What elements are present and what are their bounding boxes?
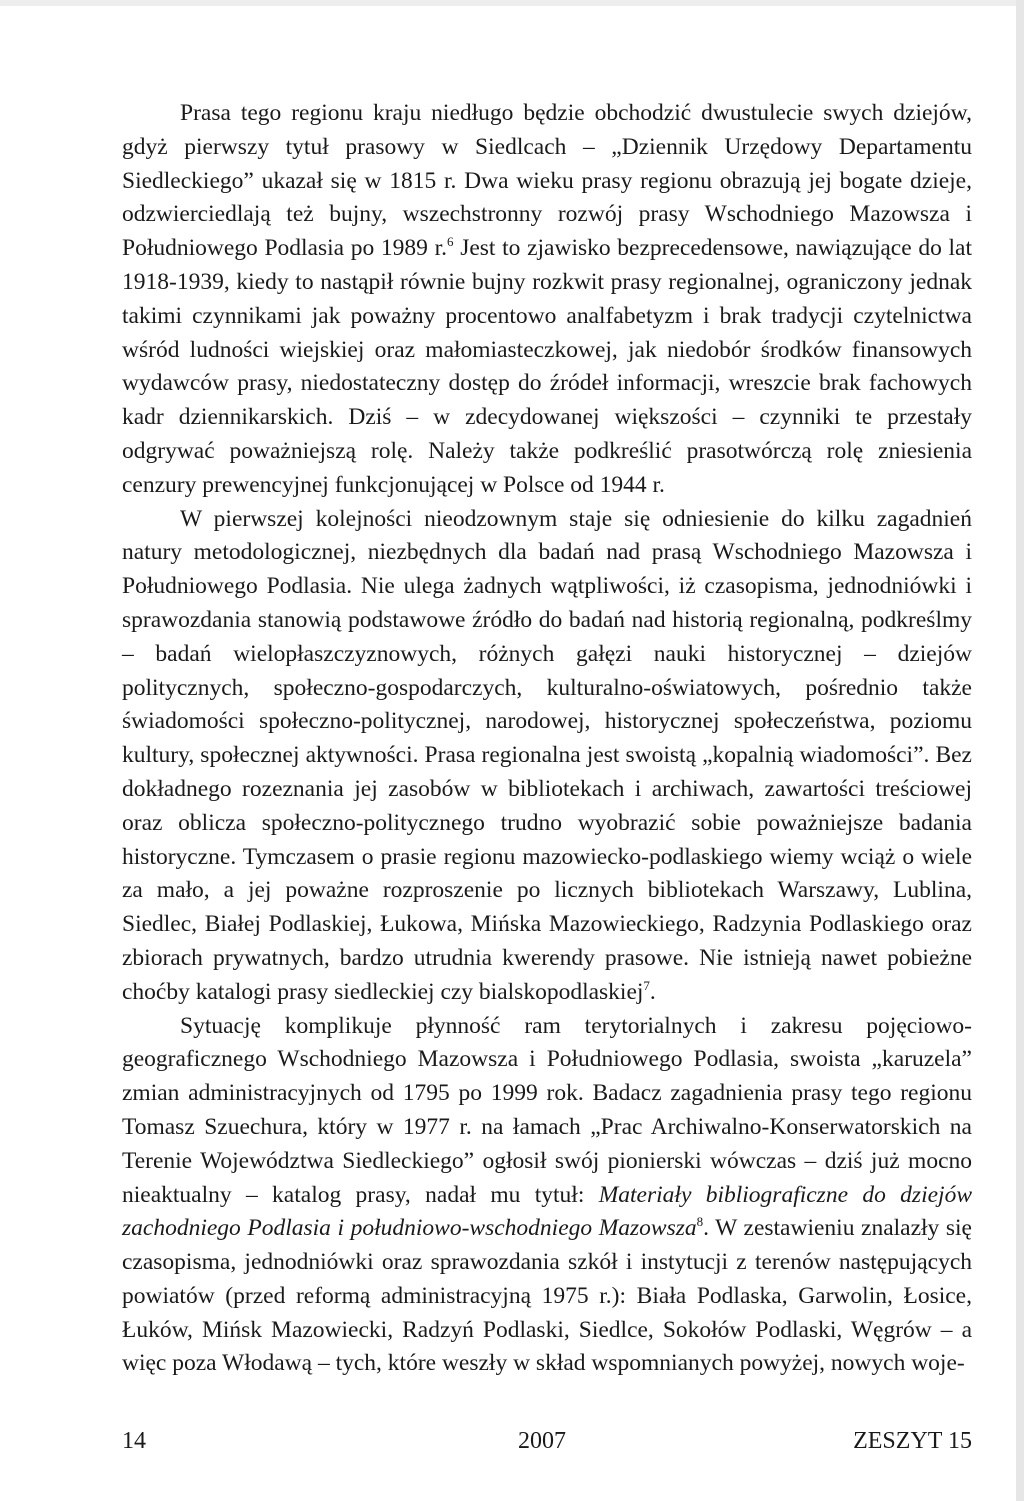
paragraph-3 bbox=[122, 1010, 972, 1382]
italic-catalog-title: Materiały bibliograficzne do dziejów zachodniego Podlasia i południowo-wschodniego Mazowsza bbox=[122, 1181, 972, 1242]
page-right-edge bbox=[1016, 0, 1024, 1501]
page-footer bbox=[122, 1428, 972, 1468]
footnote-marker-7: 7 bbox=[643, 977, 650, 993]
paragraph-1-text-a: Prasa tego regionu kraju niedługo będzie obchodzić dwustulecie swych dziejów, gdyż pierwszy tytuł prasowy w Siedlcach – „Dziennik Urzędowy Departamentu Siedleckiego” ukazał się w 1815 r. Dwa wieku prasy regionu obrazują jej bogate dzieje, odzwierciedlają też bujny, wszechstronny rozwój prasy Wschodniego Mazowsza i Południowego Podlasia po 1989 r. bbox=[122, 100, 972, 262]
paragraph-2-text-a: W pierwszej kolejności nieodzownym staje się odniesienie do kilku zagadnień natury metodologicznej, niezbędnych dla badań nad prasą Wschodniego Mazowsza i Południowego Podlasia. Nie ulega żadnych wątpliwości, iż czasopisma, jednodniówki i sprawozdania stanowią podstawowe źródło do badań nad historią regionalną, podkreślmy – badań wielopłaszczyznowych, różnych gałęzi nauki historycznej – dziejów politycznych, społeczno-gospodarczych, kulturalno-oświatowych, pośrednio także świadomości społeczno-politycznej, narodowej, historycznej społeczeństwa, poziomu kultury, społecznej aktywności. Prasa regionalna jest swoistą „kopalnią wiadomości”. Bez dokładnego rozeznania jej zasobów w bibliotekach i archiwach, zawartości treściowej oraz oblicza społeczno-politycznego trudno wyobrazić sobie poważniejsze badania historyczne. Tymczasem o prasie regionu mazowiecko-podlaskiego wiemy wciąż o wiele za mało, a jej poważne rozproszenie po licznych bibliotekach Warszawy, Lublina, Siedlec, Białej Podlaskiej, Łukowa, Mińska Mazowieckiego, Radzynia Podlaskiego oraz zbiorach prywatnych, bardzo utrudnia kwerendy prasowe. Nie istnieją nawet pobieżne choćby katalogi prasy siedleckiej czy bialskopodlaskiej bbox=[122, 505, 972, 1005]
footer-issue: ZESZYT 15 bbox=[853, 1428, 972, 1454]
paragraph-1-text-b: Jest to zjawisko bezprecedensowe, nawiązujące do lat 1918-1939, kiedy to nastąpił równie bujny rozkwit prasy regionalnej, ograniczony jednak takimi czynnikami jak poważny procentowo analfabetyzm i brak tradycji czytelnictwa wśród ludności wiejskiej oraz małomiasteczkowej, jak niedobór środków finansowych wydawców prasy, niedostateczny dostęp do źródeł informacji, wreszcie brak fachowych kadr dziennikarskich. Dziś – w zdecydowanej większości – czynniki te przestały odgrywać poważniejszą rolę. Należy także podkreślić prasotwórczą rolę zniesienia cenzury prewencyjnej funkcjonującej w Polsce od 1944 r. bbox=[122, 235, 972, 498]
page-top-edge bbox=[0, 0, 1024, 6]
footer-year: 2007 bbox=[518, 1428, 566, 1454]
paragraph-3-text-b: . W zestawieniu znalazły się czasopisma, jednodniówki oraz sprawozdania szkół i instytucji z terenów następujących powiatów (przed reformą administracyjną 1975 r.): Biała Podlaska, Garwolin, Łosice, Łuków, Mińsk Mazowiecki, Radzyń Podlaski, Siedlce, Sokołów Podlaski, Węgrów – a więc poza Włodawą – tych, które weszły w skład wspomnianych powyżej, nowych woje- bbox=[122, 1215, 972, 1377]
page-number: 14 bbox=[122, 1428, 146, 1454]
paragraph-2-text-b: . bbox=[649, 978, 656, 1005]
paragraph-2 bbox=[122, 503, 972, 1010]
body-text bbox=[122, 97, 972, 1381]
paragraph-1 bbox=[122, 97, 972, 503]
footnote-marker-6: 6 bbox=[447, 234, 454, 250]
paragraph-3-text-a: Sytuację komplikuje płynność ram terytorialnych i zakresu pojęciowo-geograficznego Wschodniego Mazowsza i Południowego Podlasia, swoista „karuzela” zmian administracyjnych od 1795 po 1999 rok. Badacz zagadnienia prasy tego regionu Tomasz Szuechura, który w 1977 r. na łamach „Prac Archiwalno-Konserwatorskich na Terenie Województwa Siedleckiego” ogłosił swój pionierski wówczas – dziś już mocno nieaktualny – katalog prasy, nadał mu tytuł: bbox=[122, 1012, 972, 1208]
footnote-marker-8: 8 bbox=[696, 1214, 704, 1230]
